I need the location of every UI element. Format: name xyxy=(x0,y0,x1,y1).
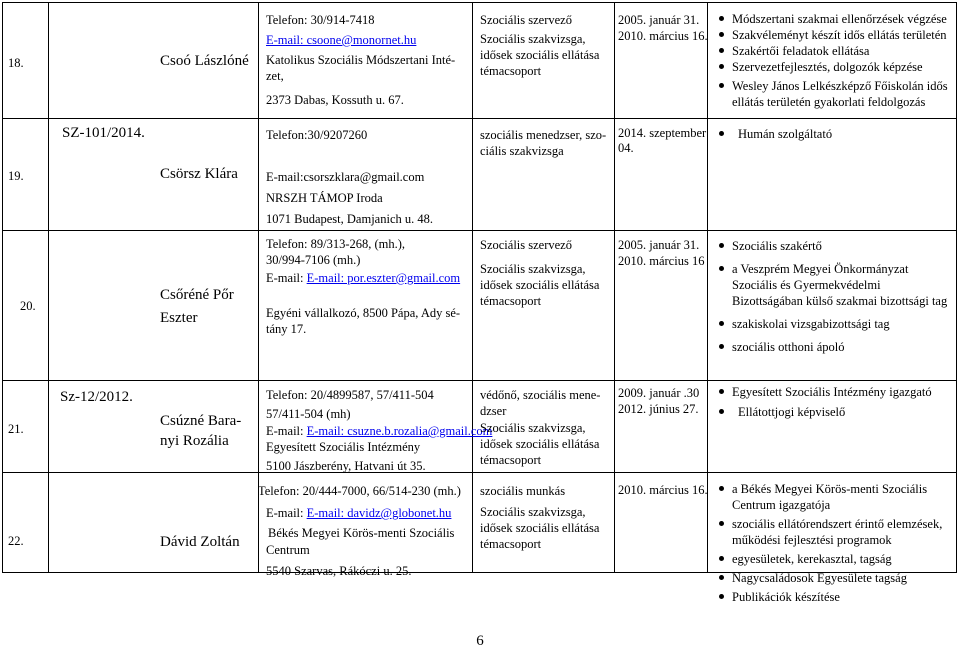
email-link[interactable]: E-mail: por.eszter@gmail.com xyxy=(306,271,461,285)
page-number: 6 xyxy=(476,633,484,649)
qualification: témacsoport xyxy=(480,537,542,551)
contact-line: zet, xyxy=(266,69,284,83)
registration-number: SZ-101/2014. xyxy=(62,125,145,141)
activity-list xyxy=(716,238,950,355)
list-item xyxy=(716,126,950,142)
date: 2010. március 16 xyxy=(618,254,705,268)
contact-line: tány 17. xyxy=(266,322,307,336)
qualification: Szociális szakvizsga, xyxy=(480,262,586,276)
qualification: Szociális szervező xyxy=(480,238,572,252)
qualification: Szociális szakvizsga, xyxy=(480,505,586,519)
column-divider xyxy=(472,2,473,573)
contact-address: 5540 Szarvas, Rákóczi u. 25. xyxy=(266,564,412,578)
date: 04. xyxy=(618,141,634,155)
qualification: témacsoport xyxy=(480,294,542,308)
list-item: a Veszprém Megyei Önkormányzat Szociális és Gyermekvédelmi Bizottságában külső szakmai bizottsági tag xyxy=(716,261,950,309)
list-item: Módszertani szakmai ellenőrzések végzése xyxy=(716,11,950,27)
qualification: idősek szociális ellátása xyxy=(480,278,600,292)
qualification: Szociális szakvizsga, xyxy=(480,32,586,46)
list-item: Szakvéleményt készít idős ellátás területén xyxy=(716,27,950,43)
date: 2014. szeptember xyxy=(618,126,707,140)
list-item-label: Ellátottjogi képviselő xyxy=(738,405,846,419)
list-item: Szervezetfejlesztés, dolgozók képzése xyxy=(716,59,950,75)
list-item: szakiskolai vizsgabizottsági tag xyxy=(716,316,950,332)
date: 2009. január .30 xyxy=(618,386,700,400)
qualification: dzser xyxy=(480,404,507,418)
date: 2010. március 16. xyxy=(618,29,708,43)
row-divider xyxy=(2,118,957,119)
list-item xyxy=(716,404,950,420)
expert-name: Csörsz Klára xyxy=(160,166,238,182)
row-divider xyxy=(2,380,957,381)
date: 2005. január 31. xyxy=(618,13,700,27)
contact-phone: 30/994-7106 (mh.) xyxy=(266,253,361,267)
contact-address: 5100 Jászberény, Hatvani út 35. xyxy=(266,459,426,473)
expert-name: nyi Rozália xyxy=(160,433,229,449)
list-item: Publikációk készítése xyxy=(716,589,950,605)
qualification: szociális munkás xyxy=(480,484,566,498)
email-label: E-mail: xyxy=(266,271,307,285)
activity-list xyxy=(716,384,950,420)
list-item: Wesley János Lelkészképző Főiskolán idős ellátás területén gyakorlati feldolgozás xyxy=(716,78,950,110)
date: 2012. június 27. xyxy=(618,402,699,416)
qualification: idősek szociális ellátása xyxy=(480,521,600,535)
expert-name: Dávid Zoltán xyxy=(160,534,240,550)
table-border-top xyxy=(2,2,957,3)
list-item-label: Humán szolgáltató xyxy=(738,127,833,141)
list-item: Szakértői feladatok ellátása xyxy=(716,43,950,59)
qualification: Szociális szakvizsga, xyxy=(480,421,586,435)
qualification: témacsoport xyxy=(480,453,542,467)
registration-number: Sz-12/2012. xyxy=(60,389,133,405)
qualification: védőnő, szociális mene- xyxy=(480,388,601,402)
contact-phone: Telefon: 89/313-268, (mh.), xyxy=(266,237,406,251)
activity-list xyxy=(716,126,950,142)
list-item: szociális ellátórendszert érintő elemzések, működési fejlesztési programok xyxy=(716,516,950,548)
email-link[interactable]: E-mail: csuzne.b.rozalia@gmail.com xyxy=(306,424,493,438)
date: 2005. január 31. xyxy=(618,238,700,252)
expert-name: Eszter xyxy=(160,310,198,326)
contact-phone: Telefon:30/9207260 xyxy=(266,128,368,142)
qualification: idősek szociális ellátása xyxy=(480,48,600,62)
qualification: Szociális szervező xyxy=(480,13,572,27)
activity-list xyxy=(716,11,950,110)
row-number: 22. xyxy=(8,534,24,548)
row-divider xyxy=(2,230,957,231)
row-number: 18. xyxy=(8,56,24,70)
contact-phone: Telefon: 30/914-7418 xyxy=(266,13,375,27)
table-border-left xyxy=(2,2,3,573)
contact-address: 1071 Budapest, Damjanich u. 48. xyxy=(266,212,433,226)
expert-name: Csúzné Bara- xyxy=(160,413,242,429)
qualification: idősek szociális ellátása xyxy=(480,437,600,451)
email-label: E-mail: xyxy=(266,424,307,438)
email-link[interactable]: E-mail: davidz@globonet.hu xyxy=(306,506,452,520)
contact-phone: Telefon: 20/4899587, 57/411-504 xyxy=(266,388,434,402)
qualification: témacsoport xyxy=(480,64,542,78)
contact-line: Egyéni vállalkozó, 8500 Pápa, Ady sé- xyxy=(266,306,461,320)
list-item: egyesületek, kerekasztal, tagság xyxy=(716,551,950,567)
row-number: 20. xyxy=(20,299,36,313)
contact-line: NRSZH TÁMOP Iroda xyxy=(266,191,383,205)
contact-email xyxy=(266,270,460,286)
row-number: 21. xyxy=(8,422,24,436)
qualification: szociális menedzser, szo- xyxy=(480,128,607,142)
contact-line: Békés Megyei Körös-menti Szociális xyxy=(268,526,455,540)
expert-name: Csőréné Pőr xyxy=(160,287,234,303)
list-item: Szociális szakértő xyxy=(716,238,950,254)
table-border-right xyxy=(956,2,957,573)
row-divider xyxy=(2,472,957,473)
contact-phone: Telefon: 20/444-7000, 66/514-230 (mh.) xyxy=(258,484,461,498)
column-divider xyxy=(614,2,615,573)
qualification: ciális szakvizsga xyxy=(480,144,564,158)
contact-email[interactable]: E-mail: csoone@monornet.hu xyxy=(266,33,417,47)
expert-name: Csoó Lászlóné xyxy=(160,53,249,69)
email-label: E-mail: xyxy=(266,506,307,520)
contact-line: Katolikus Szociális Módszertani Inté- xyxy=(266,53,456,67)
contact-email xyxy=(266,505,451,521)
row-number: 19. xyxy=(8,169,24,183)
contact-email xyxy=(266,423,492,439)
list-item: Nagycsaládosok Egyesülete tagság xyxy=(716,570,950,586)
column-divider xyxy=(48,2,49,573)
list-item: szociális otthoni ápoló xyxy=(716,339,950,355)
contact-address: 2373 Dabas, Kossuth u. 67. xyxy=(266,93,404,107)
contact-line: Egyesített Szociális Intézmény xyxy=(266,440,421,454)
contact-line: Centrum xyxy=(266,543,310,557)
date: 2010. március 16. xyxy=(618,483,708,497)
contact-email: E-mail:csorszklara@gmail.com xyxy=(266,170,425,184)
contact-phone: 57/411-504 (mh) xyxy=(266,407,351,421)
list-item: Egyesített Szociális Intézmény igazgató xyxy=(716,384,950,400)
activity-list xyxy=(716,481,950,605)
list-item: a Békés Megyei Körös-menti Szociális Centrum igazgatója xyxy=(716,481,950,513)
